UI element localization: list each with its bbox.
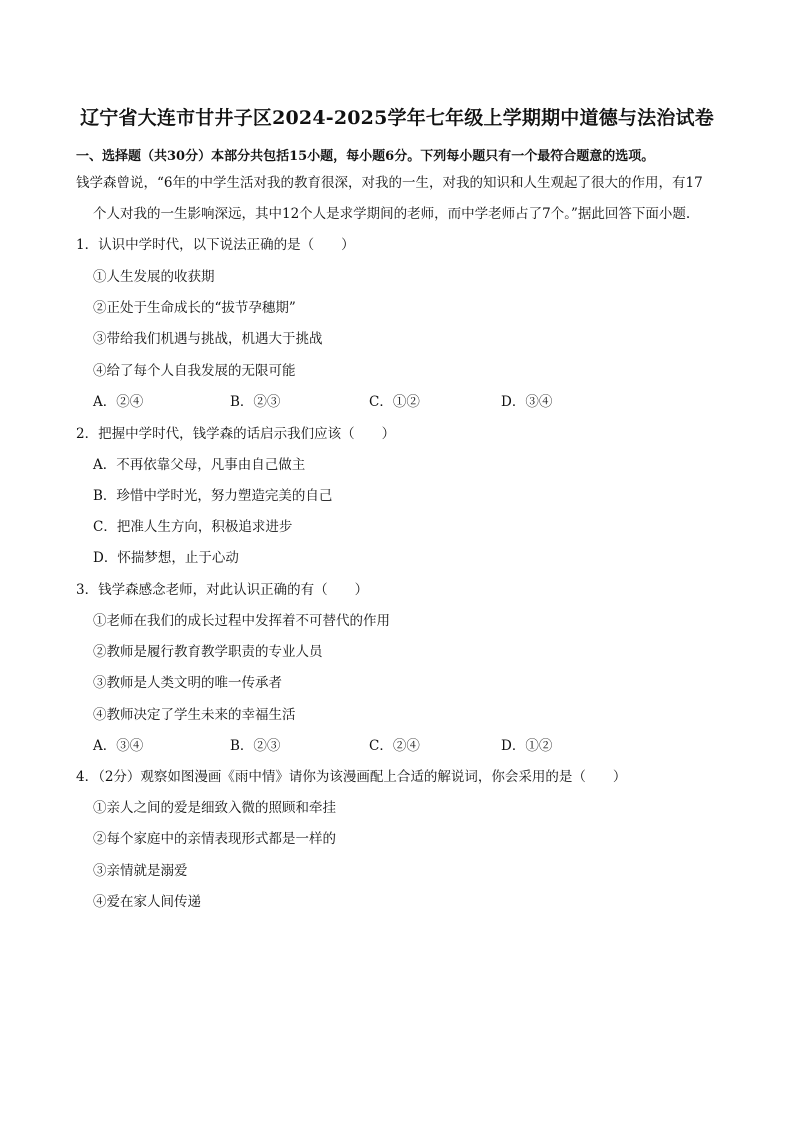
question-4-statement: ①亲人之间的爱是细致入微的照顾和牵挂 <box>93 800 336 816</box>
question-4-statement: ④爱在家人间传递 <box>93 894 201 910</box>
question-2-option: A．不再依靠父母，凡事由自己做主 <box>93 457 306 473</box>
question-3-statement: ④教师决定了学生未来的幸福生活 <box>93 707 296 723</box>
choice-d: D．①② <box>501 738 553 754</box>
question-1-statement: ②正处于生命成长的“拔节孕穗期” <box>93 300 296 316</box>
choice-c: C．②④ <box>369 738 420 754</box>
question-3-statement: ③教师是人类文明的唯一传承者 <box>93 675 282 691</box>
question-3-statement: ①老师在我们的成长过程中发挥着不可替代的作用 <box>93 613 390 629</box>
question-1-statement: ④给了每个人自我发展的无限可能 <box>93 363 296 379</box>
question-3-choices <box>93 736 693 756</box>
choice-b: B．②③ <box>230 394 281 410</box>
section-header: 一、选择题（共30分）本部分共包括15小题，每小题6分。下列每小题只有一个最符合题意的选项。 <box>76 149 655 164</box>
question-1-statement: ①人生发展的收获期 <box>93 269 215 285</box>
question-4-statement: ③亲情就是溺爱 <box>93 863 188 879</box>
question-1-statement: ③带给我们机遇与挑战，机遇大于挑战 <box>93 331 323 347</box>
choice-d: D．③④ <box>501 394 553 410</box>
question-3-statement: ②教师是履行教育教学职责的专业人员 <box>93 644 323 660</box>
question-2-option: B．珍惜中学时光，努力塑造完美的自己 <box>93 488 333 504</box>
choice-c: C．①② <box>369 394 420 410</box>
choice-b: B．②③ <box>230 738 281 754</box>
question-1-stem: 1．认识中学时代，以下说法正确的是（ ） <box>76 237 355 253</box>
exam-title: 辽宁省大连市甘井子区2024-2025学年七年级上学期期中道德与法治试卷 <box>80 107 714 129</box>
question-4-statement: ②每个家庭中的亲情表现形式都是一样的 <box>93 831 336 847</box>
question-1-choices <box>93 392 693 412</box>
question-2-option: C．把准人生方向，积极追求进步 <box>93 519 293 535</box>
question-2-stem: 2．把握中学时代，钱学森的话启示我们应该（ ） <box>76 426 396 442</box>
choice-a: A．③④ <box>93 738 144 754</box>
question-2-option: D．怀揣梦想，止于心动 <box>93 550 239 566</box>
passage-line: 钱学森曾说，“6年的中学生活对我的教育很深，对我的一生，对我的知识和人生观起了很大的作用，有17 <box>76 175 703 191</box>
question-4-stem: 4．（2分）观察如图漫画《雨中情》请你为该漫画配上合适的解说词，你会采用的是（ ） <box>76 769 627 785</box>
question-3-stem: 3．钱学森感念老师，对此认识正确的有（ ） <box>76 582 369 598</box>
choice-a: A．②④ <box>93 394 144 410</box>
passage-line: 个人对我的一生影响深远，其中12个人是求学期间的老师，而中学老师占了7个。”据此回答下面小题. <box>93 206 691 222</box>
